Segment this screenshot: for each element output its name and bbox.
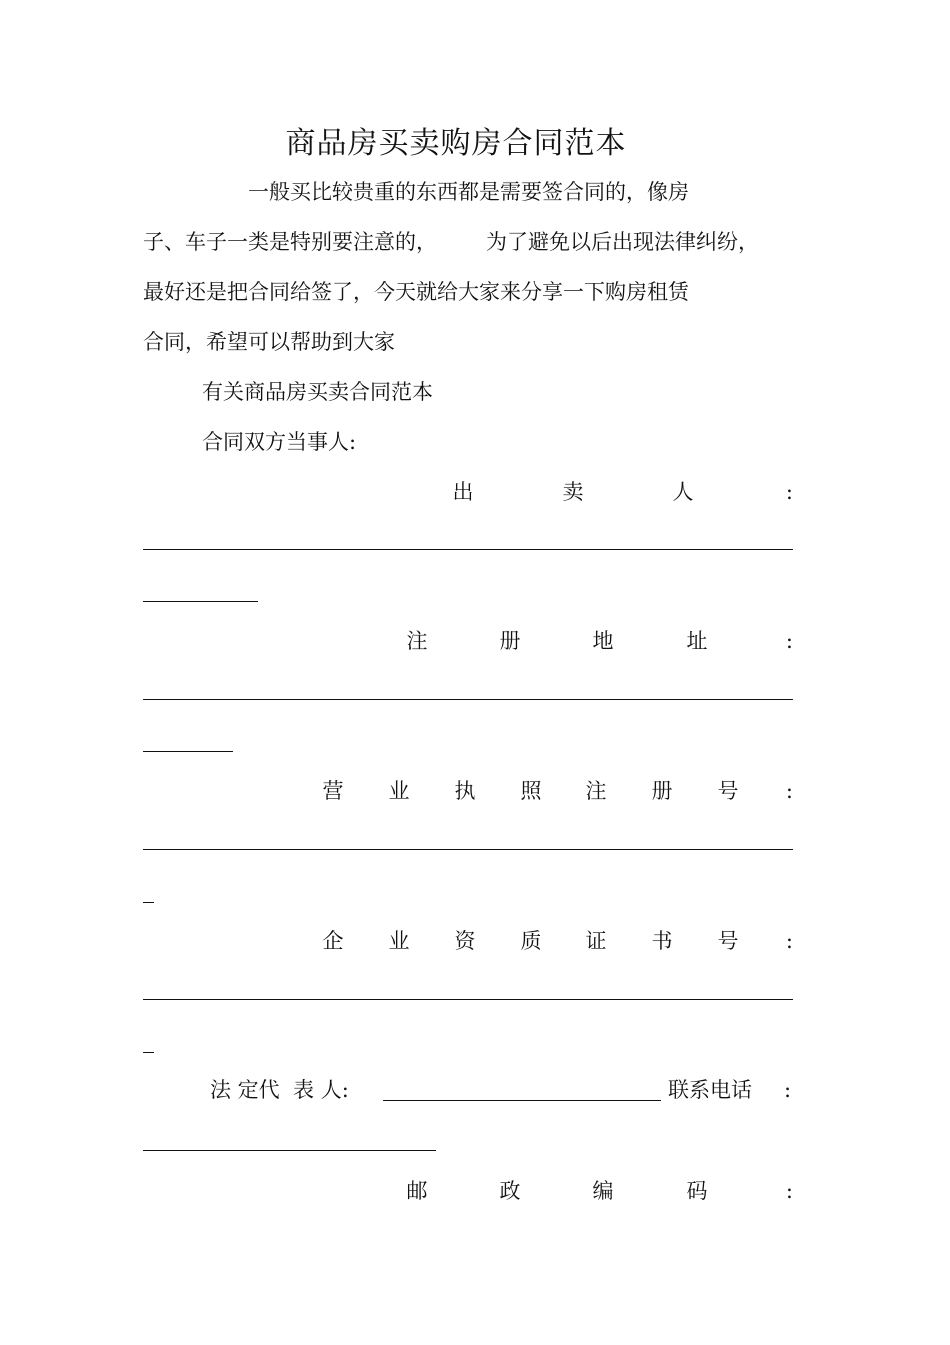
license-input-line-cont[interactable]	[143, 902, 154, 903]
intro-line-2b: 为了避免以后出现法律纠纷，	[486, 230, 759, 254]
address-input-line-cont[interactable]	[143, 751, 233, 752]
document-title: 商品房买卖购房合同范本	[285, 126, 627, 161]
legal-rep-label: 法 定代 表 人:	[210, 1078, 349, 1102]
license-input-line[interactable]	[143, 849, 793, 850]
qualification-input-line-cont[interactable]	[143, 1052, 154, 1053]
intro-line-2: 子、车子一类是特别要注意的，	[143, 230, 437, 254]
intro-line-1: 一般买比较贵重的东西都是需要签合同的，像房	[248, 180, 689, 204]
qualification-cert-label: 企 业 资 质 证 书 号 :	[322, 929, 793, 953]
parties-heading: 合同双方当事人:	[202, 430, 357, 454]
qualification-input-line[interactable]	[143, 999, 793, 1000]
legal-rep-input-line[interactable]	[383, 1100, 661, 1101]
section-heading: 有关商品房买卖合同范本	[202, 380, 433, 404]
phone-colon: :	[784, 1078, 792, 1102]
phone-input-line[interactable]	[143, 1150, 436, 1151]
seller-input-line-cont[interactable]	[143, 601, 258, 602]
seller-label: 出 卖 人 :	[452, 480, 793, 504]
phone-label: 联系电话	[668, 1078, 752, 1102]
address-input-line[interactable]	[143, 699, 793, 700]
intro-line-3: 最好还是把合同给签了，今天就给大家来分享一下购房租赁	[143, 280, 689, 304]
business-license-label: 营 业 执 照 注 册 号 :	[322, 779, 793, 803]
intro-line-4: 合同，希望可以帮助到大家	[143, 330, 395, 354]
seller-input-line[interactable]	[143, 549, 793, 550]
postal-code-label: 邮 政 编 码 :	[406, 1179, 793, 1203]
registered-address-label: 注 册 地 址 :	[406, 629, 793, 653]
